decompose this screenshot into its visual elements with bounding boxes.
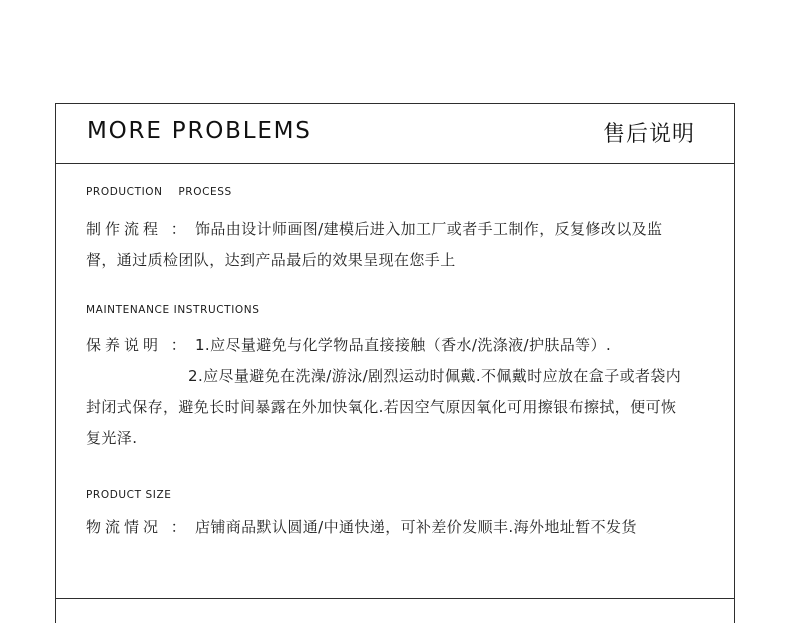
product-size-label: PRODUCT SIZE xyxy=(86,489,172,501)
logistics-key: 物流情况 ： xyxy=(86,518,190,536)
page-title-en: MORE PROBLEMS xyxy=(87,118,312,144)
logistics-line-1 xyxy=(86,512,736,543)
production-line-1-text: 饰品由设计师画图/建模后进入加工厂或者手工制作，反复修改以及监 xyxy=(194,220,663,238)
logistics-line-1-text: 店铺商品默认圆通/中通快递，可补差价发顺丰.海外地址暂不发货 xyxy=(194,518,637,536)
maintenance-line-3: 封闭式保存，避免长时间暴露在外加快氧化.若因空气原因氧化可用擦银布擦拭，便可恢 xyxy=(86,398,677,416)
bottom-divider xyxy=(55,598,735,599)
production-line-1 xyxy=(86,214,736,245)
production-key: 制作流程 ： xyxy=(86,220,190,238)
maintenance-line-1 xyxy=(86,330,736,361)
production-line-2: 督，通过质检团队，达到产品最后的效果呈现在您手上 xyxy=(86,251,456,269)
maintenance-key: 保养说明 ： xyxy=(86,336,190,354)
maintenance-line-2: 2.应尽量避免在洗澡/游泳/剧烈运动时佩戴.不佩戴时应放在盒子或者袋内 xyxy=(188,367,682,385)
maintenance-instructions-label: MAINTENANCE INSTRUCTIONS xyxy=(86,304,260,316)
production-process-text xyxy=(86,214,736,276)
maintenance-line-4: 复光泽. xyxy=(86,429,138,447)
maintenance-line-1-text: 1.应尽量避免与化学物品直接接触（香水/洗涤液/护肤品等）. xyxy=(194,336,612,354)
production-process-label: PRODUCTION PROCESS xyxy=(86,186,232,198)
header-divider xyxy=(55,163,735,164)
maintenance-instructions-text xyxy=(86,330,736,454)
logistics-text xyxy=(86,512,736,543)
page-title-cn: 售后说明 xyxy=(602,122,695,147)
